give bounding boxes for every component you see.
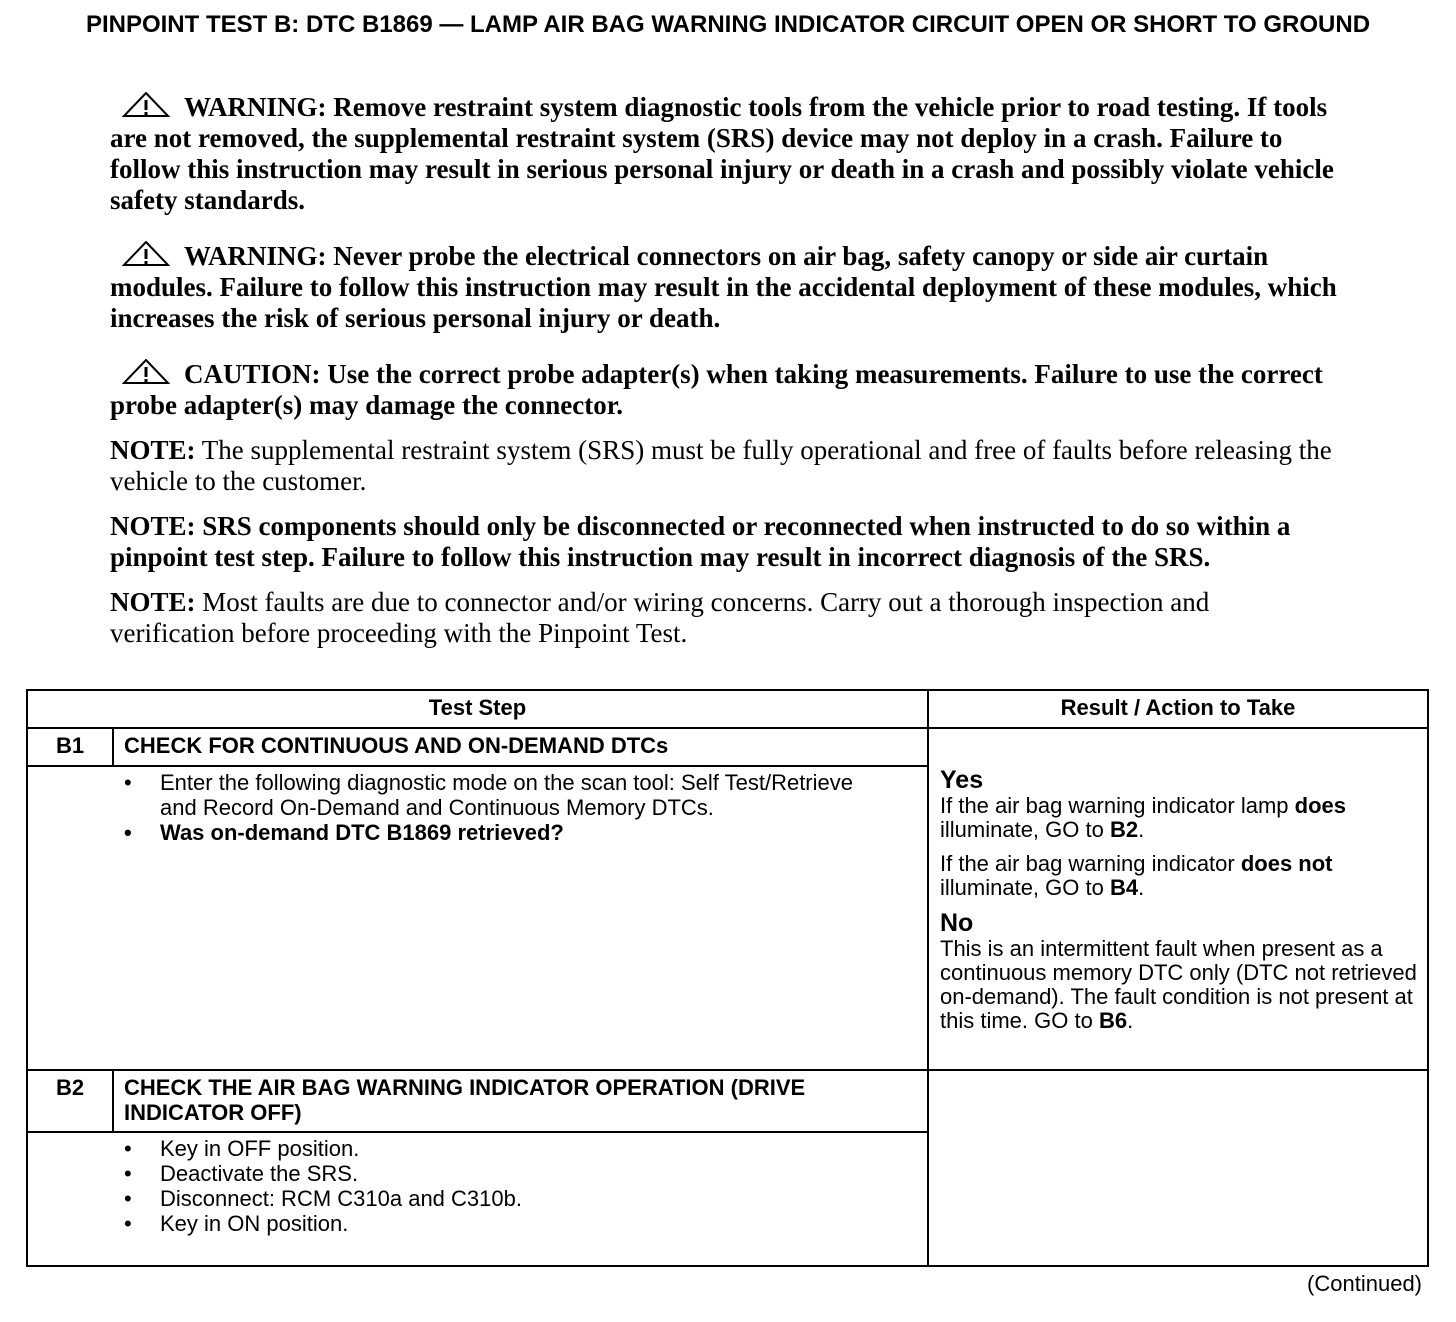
step-instructions <box>124 1136 894 1236</box>
note-label: NOTE: <box>110 511 196 541</box>
note-label: NOTE: <box>110 587 196 617</box>
step-id: B2 <box>55 1075 85 1100</box>
column-divider <box>927 691 929 1265</box>
goto-step-link[interactable]: B4 <box>1109 875 1139 900</box>
step-instructions <box>124 770 894 845</box>
header-result-action: Result / Action to Take <box>1060 695 1296 720</box>
caution-notice <box>110 359 1340 421</box>
step-id: B1 <box>55 733 85 758</box>
note <box>110 511 1340 573</box>
header-divider <box>28 727 1427 729</box>
warning-triangle-icon <box>122 359 170 385</box>
result-text: If the air bag warning indicator <box>940 851 1241 876</box>
step-heading: CHECK FOR CONTINUOUS AND ON-DEMAND DTCs <box>124 733 669 758</box>
no-label: No <box>940 909 974 937</box>
note <box>110 435 1340 497</box>
warning-triangle-icon <box>122 92 170 118</box>
result-emphasis: does not <box>1240 851 1333 876</box>
result-text: This is an intermittent fault when present as a continuous memory DTC only (DTC not retrieved on-demand). The fault condition is not present at this time. GO to <box>940 936 1417 1033</box>
result-text: If the air bag warning indicator lamp <box>940 793 1295 818</box>
result-emphasis: does <box>1294 793 1346 818</box>
list-item: • Key in ON position. <box>124 1211 894 1236</box>
list-item: • Key in OFF position. <box>124 1136 894 1161</box>
goto-step-link[interactable]: B2 <box>1109 817 1139 842</box>
step-heading-divider <box>28 1131 927 1133</box>
step-heading-divider <box>28 765 927 767</box>
list-item: • Disconnect: RCM C310a and C310b. <box>124 1186 894 1211</box>
step-heading: CHECK THE AIR BAG WARNING INDICATOR OPERATION (DRIVE INDICATOR OFF) <box>124 1075 806 1125</box>
list-item: • Was on-demand DTC B1869 retrieved? <box>124 820 894 845</box>
notice-text: Never probe the electrical connectors on air bag, safety canopy or side air curtain modules. Failure to follow this instruction may result in the accidental deployment of these modules, which increases the risk of serious personal injury or death. <box>110 241 1337 333</box>
pinpoint-test-table <box>26 689 1429 1267</box>
yes-label: Yes <box>940 766 984 794</box>
note-text: The supplemental restraint system (SRS) must be fully operational and free of faults before releasing the vehicle to the customer. <box>110 435 1332 496</box>
page-title: PINPOINT TEST B: DTC B1869 — LAMP AIR BAG WARNING INDICATOR CIRCUIT OPEN OR SHORT TO GROUND <box>85 11 1371 38</box>
result-text: illuminate, GO to <box>940 817 1110 842</box>
note <box>110 587 1340 649</box>
step-id-divider <box>112 727 114 765</box>
notice-label: WARNING: <box>184 241 327 271</box>
yes-result: If the air bag warning indicator does not illuminate, GO to B4. <box>940 851 1333 900</box>
step-id-divider <box>112 1069 114 1131</box>
goto-step-link[interactable]: B6 <box>1098 1008 1128 1033</box>
continued-label: (Continued) <box>1307 1271 1422 1296</box>
notice-label: WARNING: <box>184 92 327 122</box>
notice-text: Remove restraint system diagnostic tools from the vehicle prior to road testing. If tools are not removed, the supplemental restraint system (SRS) device may not deploy in a crash. Failure to follow this instruction may result in serious personal injury or death in a crash and possibly violate vehicle safety standards. <box>110 92 1334 215</box>
notices-section <box>110 92 1340 649</box>
yes-result: If the air bag warning indicator lamp does illuminate, GO to B2. <box>940 793 1346 842</box>
step-results <box>940 767 1420 1033</box>
warning-triangle-icon <box>122 241 170 267</box>
warning-notice <box>110 241 1340 334</box>
list-item: • Enter the following diagnostic mode on the scan tool: Self Test/Retrieve and Record On-Demand and Continuous Memory DTCs. <box>124 770 894 820</box>
header-test-step: Test Step <box>428 695 527 720</box>
notice-text: Use the correct probe adapter(s) when taking measurements. Failure to use the correct probe adapter(s) may damage the connector. <box>110 359 1323 420</box>
warning-notice <box>110 92 1340 216</box>
result-text: illuminate, GO to <box>940 875 1110 900</box>
note-text: SRS components should only be disconnected or reconnected when instructed to do so within a pinpoint test step. Failure to follow this instruction may result in incorrect diagnosis of the SRS. <box>110 511 1291 572</box>
note-text: Most faults are due to connector and/or wiring concerns. Carry out a thorough inspection and verification before proceeding with the Pinpoint Test. <box>110 587 1210 648</box>
note-label: NOTE: <box>110 435 196 465</box>
list-item: • Deactivate the SRS. <box>124 1161 894 1186</box>
row-divider <box>28 1069 1427 1071</box>
no-result: This is an intermittent fault when present as a continuous memory DTC only (DTC not retrieved on-demand). The fault condition is not present at this time. GO to B6. <box>940 936 1417 1033</box>
notice-label: CAUTION: <box>184 359 321 389</box>
